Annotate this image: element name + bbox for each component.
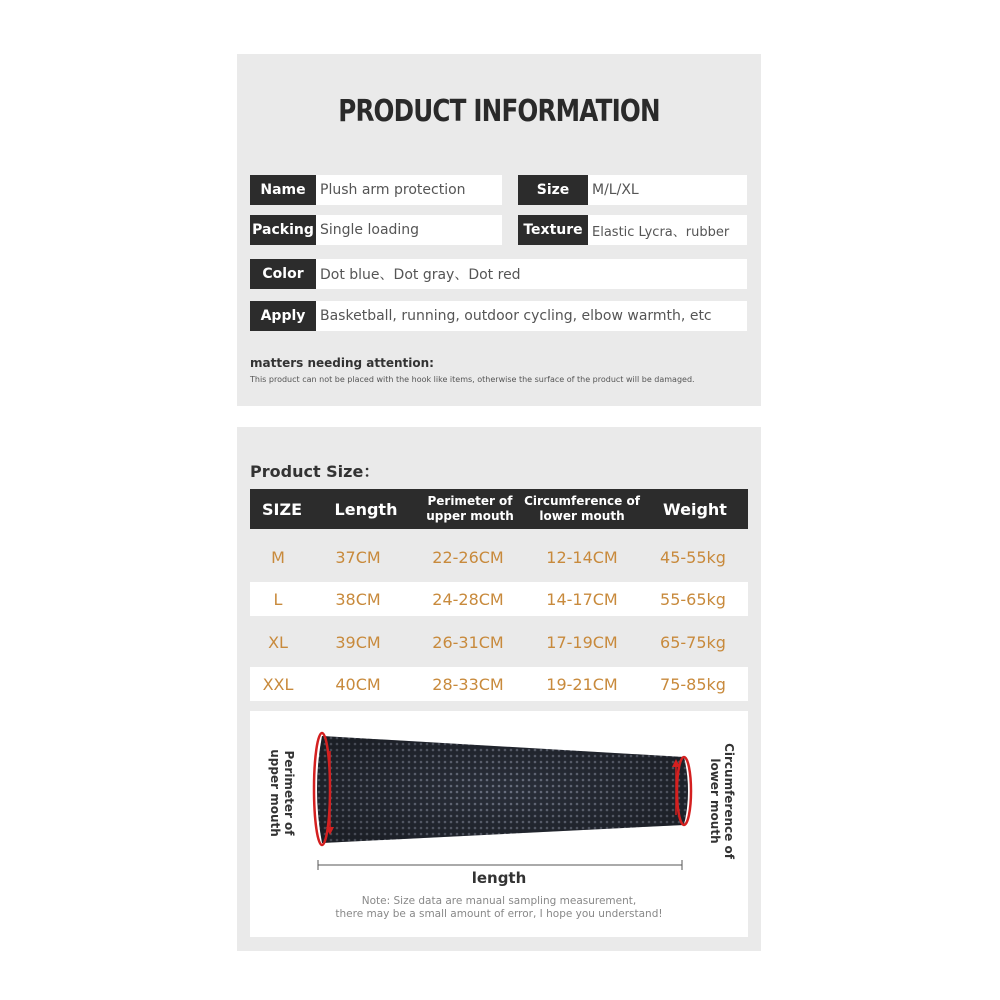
info-row-apply [250, 301, 747, 331]
attention-title: matters needing attention: [250, 356, 434, 370]
attention-text: This product can not be placed with the hook like items, otherwise the surface of the product will be damaged. [250, 375, 695, 384]
cell-upper: 26-31CM [432, 632, 504, 652]
info-row-packing [250, 215, 502, 245]
texture-label: Texture [518, 215, 588, 245]
cell-weight: 65-75kg [660, 632, 726, 652]
cell-size: M [271, 547, 285, 567]
measurement-diagram [250, 711, 748, 937]
table-row [250, 625, 748, 659]
measurement-note [250, 895, 748, 921]
header-weight: Weight [663, 499, 727, 519]
packing-label: Packing [250, 215, 316, 245]
cell-size: L [273, 589, 283, 609]
info-row-color [250, 259, 747, 289]
length-label: length [471, 869, 527, 887]
table-row [250, 540, 748, 574]
cell-lower: 14-17CM [546, 589, 618, 609]
header-lower-line-1: Circumference of [524, 494, 640, 508]
page-title: PRODUCT INFORMATION [338, 94, 660, 129]
info-row-name [250, 175, 502, 205]
header-lower-mouth [522, 494, 642, 524]
table-row [250, 667, 748, 701]
apply-label: Apply [250, 301, 316, 331]
cell-size: XL [268, 632, 288, 652]
lower-label-line-2: lower mouth [707, 758, 722, 844]
info-row-size [518, 175, 747, 205]
cell-size: XXL [262, 674, 294, 694]
upper-label-line-2: upper mouth [267, 749, 282, 837]
cell-lower: 17-19CM [546, 632, 618, 652]
packing-value: Single loading [316, 215, 502, 245]
cell-length: 38CM [335, 589, 381, 609]
cell-upper: 28-33CM [432, 674, 504, 694]
upper-mouth-label [268, 749, 296, 837]
cell-upper: 22-26CM [432, 547, 504, 567]
texture-value: Elastic Lycra、rubber [588, 215, 747, 245]
size-label: Size [518, 175, 588, 205]
header-upper-line-1: Perimeter of [427, 494, 513, 508]
upper-label-line-1: Perimeter of [281, 750, 296, 836]
product-info-panel [237, 54, 761, 406]
size-value: M/L/XL [588, 175, 747, 205]
cell-lower: 12-14CM [546, 547, 618, 567]
header-lower-line-2: lower mouth [539, 509, 625, 523]
cell-weight: 75-85kg [660, 674, 726, 694]
product-size-panel [237, 427, 761, 951]
table-row [250, 582, 748, 616]
cell-length: 39CM [335, 632, 381, 652]
cell-weight: 55-65kg [660, 589, 726, 609]
lower-label-line-1: Circumference of [721, 743, 736, 859]
cell-upper: 24-28CM [432, 589, 504, 609]
note-line-1: Note: Size data are manual sampling measurement, [361, 895, 637, 907]
header-size: SIZE [261, 499, 302, 519]
info-row-texture [518, 215, 747, 245]
color-value: Dot blue、Dot gray、Dot red [316, 259, 747, 289]
size-table-header [250, 489, 748, 529]
cell-length: 40CM [335, 674, 381, 694]
name-label: Name [250, 175, 316, 205]
name-value: Plush arm protection [316, 175, 502, 205]
header-upper-mouth [418, 494, 522, 524]
header-upper-line-2: upper mouth [426, 509, 514, 523]
size-section-title: Product Size： [250, 462, 380, 481]
note-line-2: there may be a small amount of error, I hope you understand! [335, 908, 663, 920]
color-label: Color [250, 259, 316, 289]
header-length: Length [334, 499, 398, 519]
cell-lower: 19-21CM [546, 674, 618, 694]
lower-mouth-label [708, 743, 736, 859]
cell-weight: 45-55kg [660, 547, 726, 567]
apply-value: Basketball, running, outdoor cycling, elbow warmth, etc [316, 301, 747, 331]
cell-length: 37CM [335, 547, 381, 567]
